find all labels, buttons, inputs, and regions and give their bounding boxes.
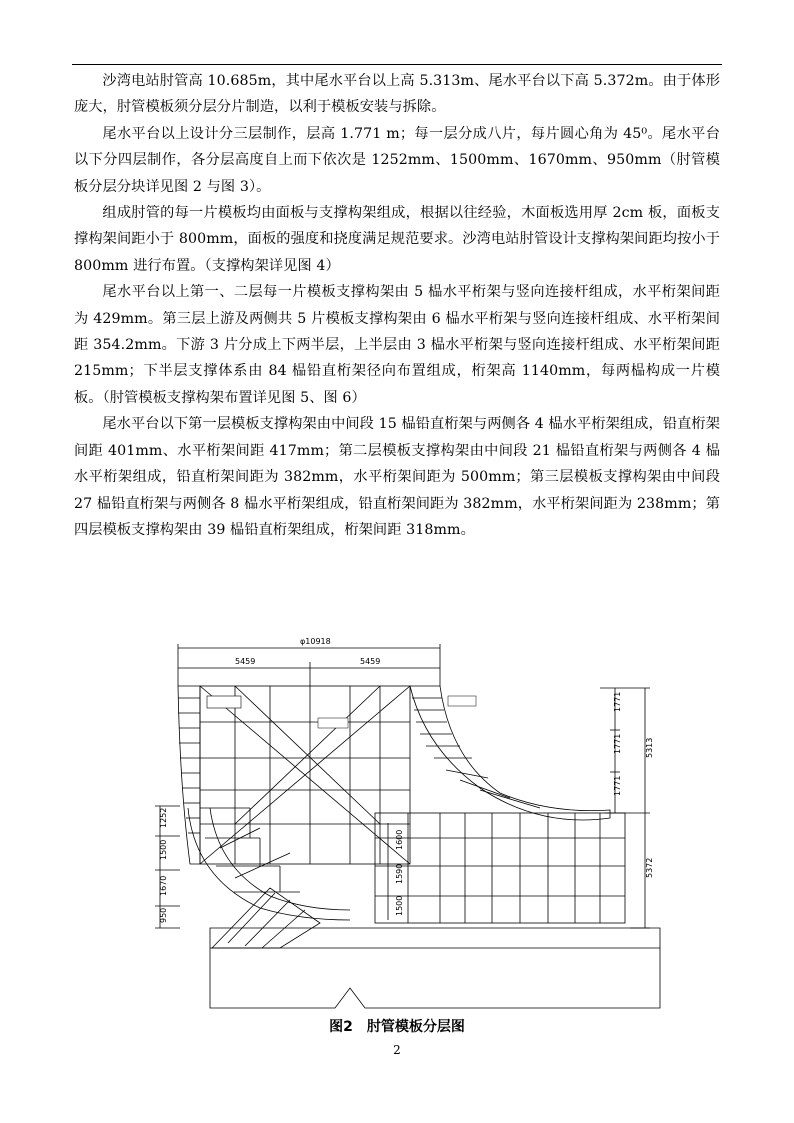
figure-caption: 图2 肘管模板分层图 xyxy=(329,1019,465,1035)
paragraph-4: 尾水平台以上第一、二层每一片模板支撑构架由 5 榀水平桁架与竖向连接杆组成，水平桁架间距为 429mm。第三层上游及两侧共 5 片模板支撑构架由 6 榀水平桁架与竖向连接杆组成、水平桁架间距 354.2mm。下游 3 片分成上下两半层，上半层由 3 榀水平桁架与竖向连接杆组成、水平桁架间距 215mm；下半层支撑体系由 84 榀铅直桁架径向布置组成，桁架高 1140mm，每两榀构成一片模板。（肘管模板支撑构架布置详见图 5、图 6） xyxy=(74,284,720,406)
dim-left-3: 1670 xyxy=(159,875,168,896)
lower-formwork-block xyxy=(375,813,625,923)
dim-inner-2: 1590 xyxy=(395,863,404,884)
dim-right-half-label: 5459 xyxy=(360,657,381,666)
document-body xyxy=(74,68,720,543)
concrete-base xyxy=(210,928,660,1008)
header-rule xyxy=(72,64,722,65)
dim-total-label: φ10918 xyxy=(300,638,331,646)
page-number: 2 xyxy=(393,1043,401,1057)
paragraph-2: 尾水平台以上设计分三层制作，层高 1.771 m；每一层分成八片，每片圆心角为 45⁰。尾水平台以下分四层制作，各分层高度自上而下依次是 1252mm、1500mm、1670mm、950mm（肘管模板分层分块详见图 2 与图 3）。 xyxy=(74,125,720,195)
dim-left-1: 1252 xyxy=(159,807,168,828)
dim-right-1: 1771 xyxy=(613,691,622,712)
dim-left-half-label: 5459 xyxy=(235,657,256,666)
dim-inner-1: 1600 xyxy=(395,829,404,850)
drawing-svg xyxy=(150,638,670,1018)
dim-right-3: 1771 xyxy=(613,775,622,796)
dim-left-2: 1500 xyxy=(159,839,168,860)
paragraph-3: 组成肘管的每一片模板均由面板与支撑构架组成，根据以往经验，木面板选用厚 2cm 板，面板支撑构架间距小于 800mm，面板的强度和挠度满足规范要求。沙湾电站肘管设计支撑构架间距均按小于 800mm 进行布置。（支撑构架详见图 4） xyxy=(74,205,720,274)
dim-right-2: 1771 xyxy=(613,733,622,754)
paragraph-5: 尾水平台以下第一层模板支撑构架由中间段 15 榀铅直桁架与两侧各 4 榀水平桁架组成，铅直桁架间距 401mm、水平桁架间距 417mm；第二层模板支撑构架由中间段 21 榀铅直桁架与两侧各 4 榀水平桁架组成，铅直桁架间距为 382mm，水平桁架间距为 500mm；第三层模板支撑构架由中间段 27 榀铅直桁架与两侧各 8 榀水平桁架组成，铅直桁架间距为 382mm，水平桁架间距为 238mm；第四层模板支撑构架由 39 榀铅直桁架组成，桁架间距 318mm。 xyxy=(74,416,720,538)
elbow-formwork-layer-drawing xyxy=(150,638,670,1018)
dim-right-total-lower: 5372 xyxy=(645,857,654,878)
paragraph-1: 沙湾电站肘管高 10.685m，其中尾水平台以上高 5.313m、尾水平台以下高 5.372m。由于体形庞大，肘管模板须分层分片制造，以利于模板安装与拆除。 xyxy=(74,73,720,116)
right-curved-wall xyxy=(410,686,610,820)
dim-right-total-upper: 5313 xyxy=(645,737,654,758)
dim-inner-3: 1500 xyxy=(395,895,404,916)
dim-left-4: 950 xyxy=(159,907,168,923)
